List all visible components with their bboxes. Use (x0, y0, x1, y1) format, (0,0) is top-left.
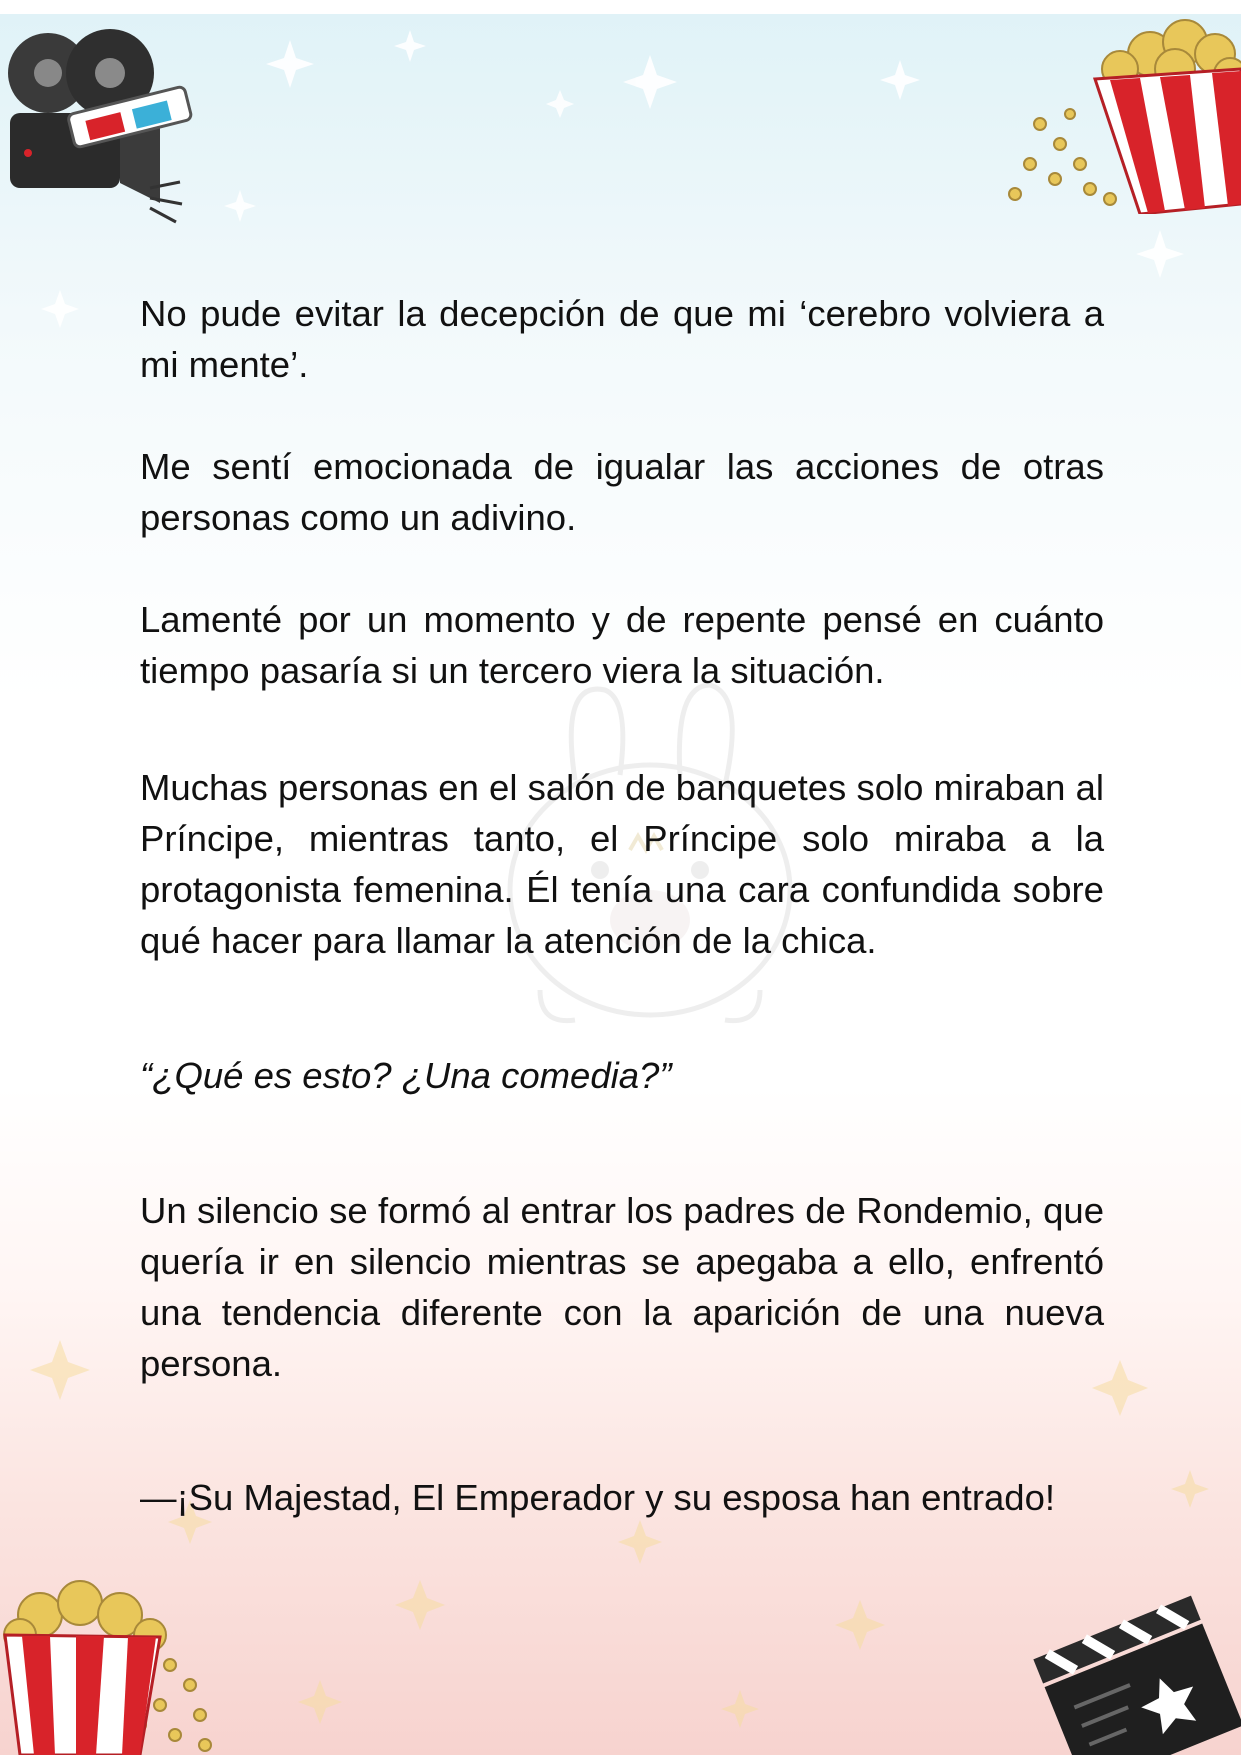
dialogue-line: —¡Su Majestad, El Emperador y su esposa han entrado! (140, 1477, 1056, 1518)
paragraph-3: Lamenté por un momento y de repente pensé en cuánto tiempo pasaría si un tercero viera la situación. (140, 599, 1104, 691)
popcorn-bucket-icon (1000, 14, 1241, 214)
popcorn-bucket-icon (0, 1575, 230, 1755)
document-body (140, 288, 1104, 1523)
paragraph-2: Me sentí emocionada de igualar las acciones de otras personas como un adivino. (140, 446, 1104, 538)
paragraph-5: Un silencio se formó al entrar los padres de Rondemio, que quería ir en silencio mientras se apegaba a ello, enfrentó una tendencia diferente con la aparición de una nueva persona. (140, 1190, 1104, 1384)
italic-quote: “¿Qué es esto? ¿Una comedia?” (140, 1055, 672, 1096)
film-camera-with-3d-glasses-icon (0, 18, 210, 233)
paragraph-4: Muchas personas en el salón de banquetes solo miraban al Príncipe, mientras tanto, el Príncipe solo miraba a la protagonista femenina. Él tenía una cara confundida sobre qué hacer para llamar la atención de la chica. (140, 767, 1104, 961)
clapperboard-icon (1010, 1595, 1241, 1755)
paragraph-1: No pude evitar la decepción de que mi ‘cerebro volviera a mi mente’. (140, 293, 1104, 385)
